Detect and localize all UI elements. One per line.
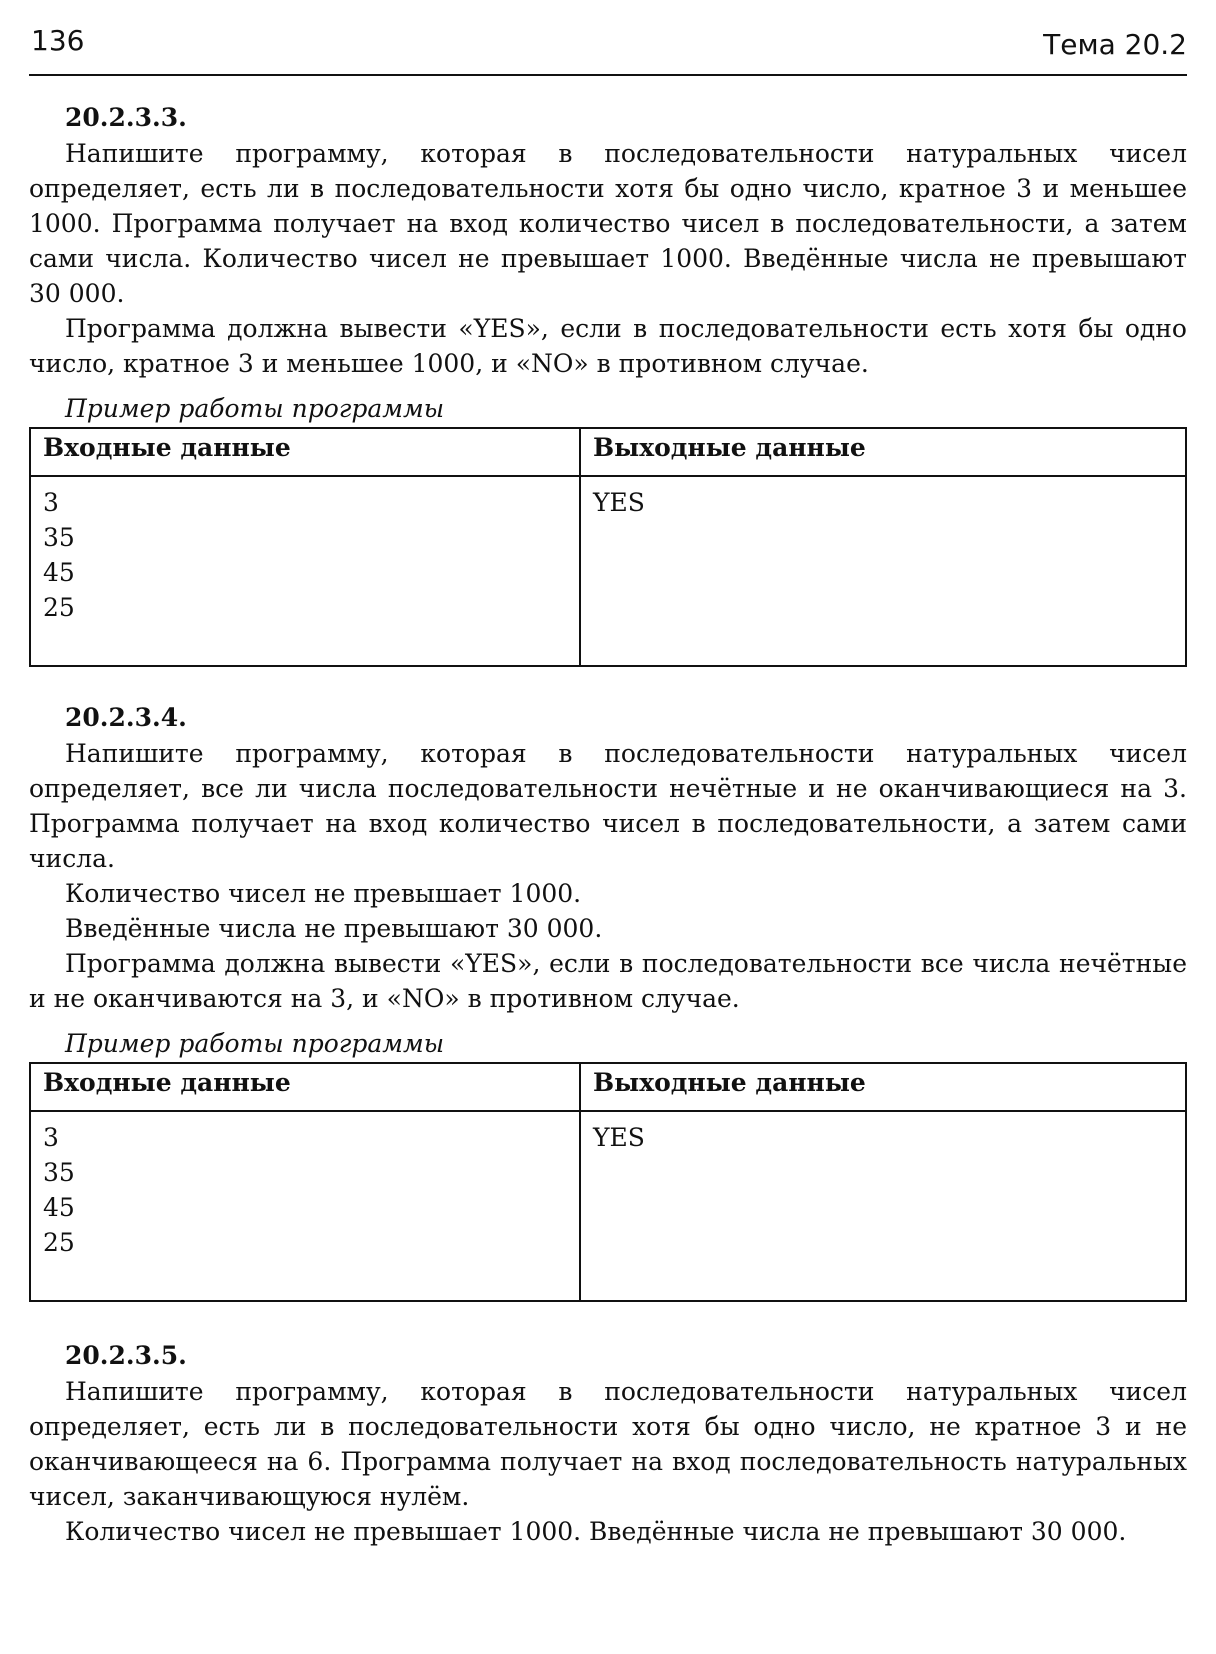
task-text: Введённые числа не превышают 30 000. [65, 914, 603, 943]
task-text: Количество чисел не превышает 1000. [65, 879, 582, 908]
task-text: Напишите программу, которая в последовательности натуральных чисел определяет, есть ли в последовательности хотя бы одно число, кратное 3 и меньшее 1000. Программа получает на вход количество чисел в последовательности, а затем сами числа. Количество чисел не превышает 1000. Введённые числа не превышают 30 000. [29, 139, 1187, 308]
input-line: 45 [43, 558, 75, 587]
task-text: Напишите программу, которая в последовательности натуральных чисел определяет, все ли числа последовательности нечётные и не оканчивающиеся на 3. Программа получает на вход количество чисел в последовательности, а затем сами числа. [29, 739, 1187, 873]
output-line: YES [593, 488, 645, 517]
output-header: Выходные данные [580, 1063, 1186, 1111]
input-line: 35 [43, 1158, 75, 1187]
input-line: 3 [43, 488, 59, 517]
task-20-2-3-5 [29, 1338, 1187, 1549]
input-cell [30, 476, 580, 666]
input-header: Входные данные [30, 428, 580, 476]
output-cell [580, 476, 1186, 666]
input-line: 3 [43, 1123, 59, 1152]
example-title: Пример работы программы [65, 394, 445, 423]
task-20-2-3-3 [29, 100, 1187, 667]
input-line: 25 [43, 593, 75, 622]
output-cell [580, 1111, 1186, 1301]
task-text: Программа должна вывести «YES», если в последовательности есть хотя бы одно число, кратное 3 и меньшее 1000, и «NO» в противном случае. [29, 314, 1187, 378]
task-text: Количество чисел не превышает 1000. Введённые числа не превышают 30 000. [65, 1517, 1127, 1546]
input-cell [30, 1111, 580, 1301]
task-number: 20.2.3.4. [65, 703, 187, 732]
output-header: Выходные данные [580, 428, 1186, 476]
input-line: 35 [43, 523, 75, 552]
topic-title: Тема 20.2 [1043, 28, 1187, 61]
task-20-2-3-4 [29, 700, 1187, 1302]
input-line: 25 [43, 1228, 75, 1257]
example-table [29, 1062, 1187, 1302]
task-number: 20.2.3.3. [65, 103, 187, 132]
output-line: YES [593, 1123, 645, 1152]
task-text: Программа должна вывести «YES», если в последовательности все числа нечётные и не оканчиваются на 3, и «NO» в противном случае. [29, 949, 1187, 1013]
book-page [29, 0, 1187, 1546]
task-text: Напишите программу, которая в последовательности натуральных чисел определяет, есть ли в последовательности хотя бы одно число, не кратное 3 и не оканчивающееся на 6. Программа получает на вход последовательность натуральных чисел, заканчивающуюся нулём. [29, 1377, 1187, 1511]
input-line: 45 [43, 1193, 75, 1222]
example-table [29, 427, 1187, 667]
input-header: Входные данные [30, 1063, 580, 1111]
page-number: 136 [31, 24, 85, 57]
page-header [29, 0, 1187, 76]
example-title: Пример работы программы [65, 1029, 445, 1058]
task-number: 20.2.3.5. [65, 1341, 187, 1370]
